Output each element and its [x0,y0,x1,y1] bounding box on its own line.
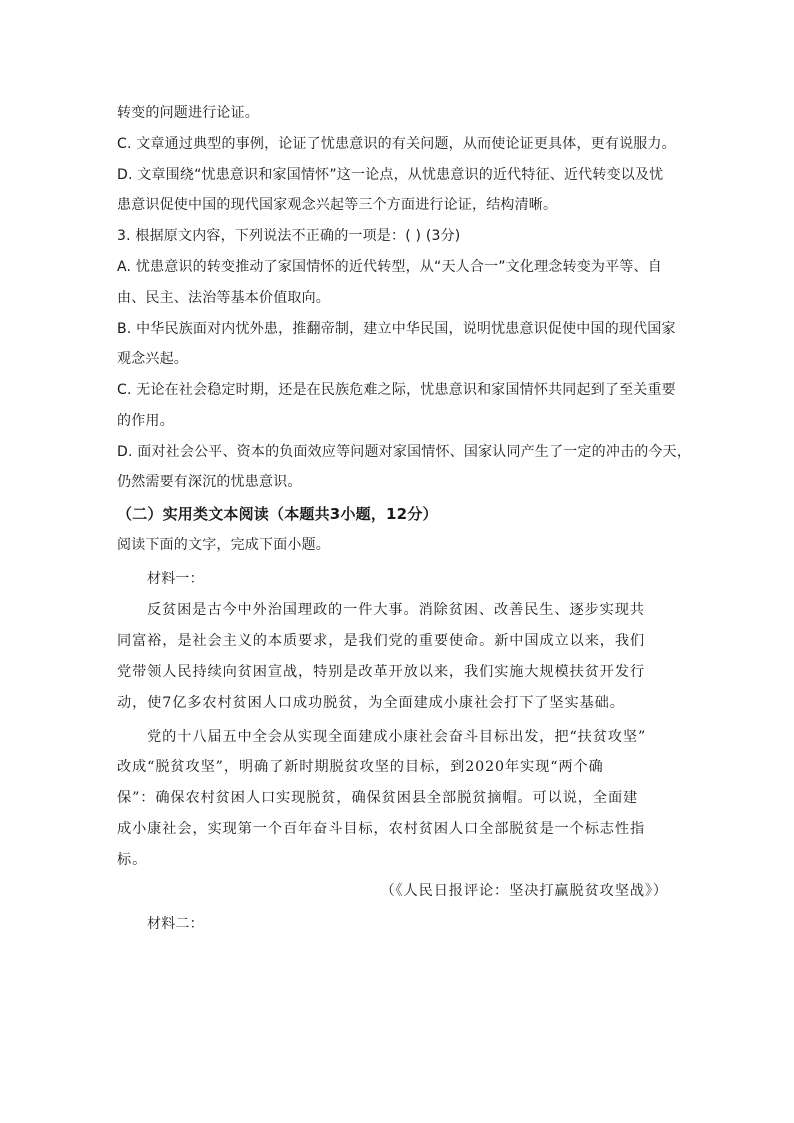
material-one-source: （《人民日报评论：坚决打赢脱贫攻坚战》） [380,883,668,899]
material-one-paragraph-line: 党的十八届五中全会从实现全面建成小康社会奋斗目标出发，把“扶贫攻坚” [147,729,647,745]
material-one-label: 材料一： [147,571,204,587]
material-one-paragraph-line: 动，使7亿多农村贫困人口成功脱贫，为全面建成小康社会打下了坚实基础。 [117,695,625,711]
option-b-line: 观念兴起。 [117,351,188,367]
option-b-line: B. 中华民族面对内忧外患，推翻帝制，建立中华民国，说明忧患意识促使中国的现代国家 [117,321,676,337]
option-c-line: C. 无论在社会稳定时期，还是在民族危难之际，忧患意识和家国情怀共同起到了至关重要 [117,382,676,398]
option-d-line: 仍然需要有深沉的忧患意识。 [117,474,302,490]
material-one-paragraph-line: 标。 [117,852,148,868]
option-d-line: D. 面对社会公平、资本的负面效应等问题对家国情怀、国家认同产生了一定的冲击的今天， [117,444,692,460]
question-text-line: 转变的问题进行论证。 [117,105,259,121]
option-a-line: A. 忧患意识的转变推动了家国情怀的近代转型，从“天人合一”文化理念转变为平等、自 [117,259,662,275]
option-c-line: 的作用。 [117,413,174,429]
instruction-text: 阅读下面的文字，完成下面小题。 [117,537,330,553]
material-one-paragraph-line: 同富裕，是社会主义的本质要求，是我们党的重要使命。新中国成立以来，我们 [117,633,646,649]
option-a-line: 由、民主、法治等基本价值取向。 [117,290,330,306]
material-one-paragraph-line: 改成“脱贫攻坚”，明确了新时期脱贫攻坚的目标，到2020年实现“两个确 [117,759,604,775]
material-one-paragraph-line: 成小康社会，实现第一个百年奋斗目标，农村贫困人口全部脱贫是一个标志性指 [117,821,646,837]
material-one-paragraph-line: 反贫困是古今中外治国理政的一件大事。消除贫困、改善民生、逐步实现共 [147,602,645,618]
material-one-paragraph-line: 党带领人民持续向贫困宣战，特别是改革开放以来，我们实施大规模扶贫开发行 [117,664,646,680]
material-one-paragraph-line: 保”：确保农村贫困人口实现脱贫，确保贫困县全部脱贫摘帽。可以说，全面建 [117,790,639,806]
option-d-line: D. 文章围绕“忧患意识和家国情怀”这一论点，从忧患意识的近代特征、近代转变以及忧 [117,167,664,183]
material-two-label: 材料二： [147,916,204,932]
section-heading: （二）实用类文本阅读（本题共3小题，12分） [117,505,438,523]
question-3-line: 3. 根据原文内容，下列说法不正确的一项是：( ) (3分) [117,228,461,244]
option-d-line: 患意识促使中国的现代国家观念兴起等三个方面进行论证，结构清晰。 [117,197,558,213]
option-c-line: C. 文章通过典型的事例，论证了忧患意识的有关问题，从而使论证更具体，更有说服力。 [117,136,676,152]
